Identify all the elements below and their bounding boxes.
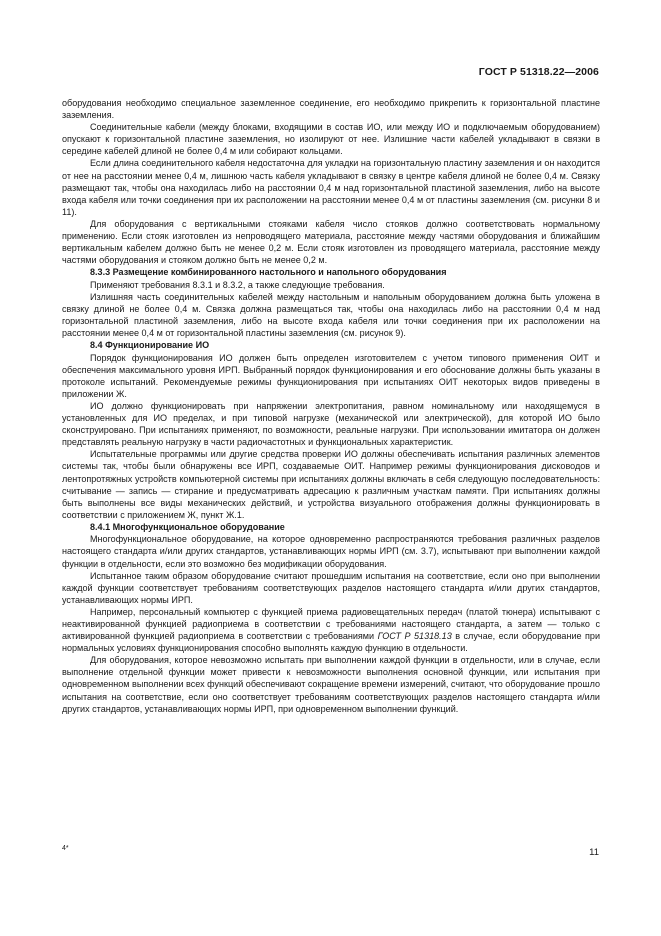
paragraph: ИО должно функционировать при напряжении электропитания, равном номинальному или находящемуся в установленных для ИО пределах, и при типовой нагрузке (механической или электрической), для которой ИО было сконструировано. При испытаниях применяют, по возможности, реальные нагрузки. При использовании имитатора он должен представлять реальную нагрузку в части радиочастотных и функциональных характеристик. bbox=[62, 400, 600, 448]
paragraph bbox=[62, 606, 600, 654]
section-heading-8-4-1: 8.4.1 Многофункциональное оборудование bbox=[90, 521, 285, 532]
paragraph: оборудования необходимо специальное заземленное соединение, его необходимо прикрепить к горизонтальной пластине заземления. bbox=[62, 98, 600, 121]
paragraph: Порядок функционирования ИО должен быть определен изготовителем с учетом типового применения ОИТ и обеспечения максимального уровня ИРП. Выбранный порядок функционирования и его обоснование должны быть указаны в протоколе испытаний. Рекомендуемые режимы функционирования при испытаниях ОИТ некоторых видов приведены в приложении Ж. bbox=[62, 352, 600, 399]
paragraph: Испытательные программы или другие средства проверки ИО должны обеспечивать испытания различных элементов системы так, чтобы были обнаружены все ИРП, создаваемые ОИТ. Например режимы функционирования дисководов и лентопротяжных устройств компьютерной системы при испытаниях должны включать в себя следующую последовательность: считывание — запись — стирание и предусматривать адресацию к различным участкам памяти. При испытаниях должны быть выполнены все виды механических действий, и устройства визуального отображения должны функционировать в соответствии с приложением Ж, пункт Ж.1. bbox=[62, 449, 600, 520]
paragraph: Соединительные кабели (между блоками, входящими в состав ИО, или между ИО и подключаемым оборудованием) опускают к горизонтальной пластине заземления, но изолируют от нее. Излишние части кабелей укладывают в связки в середине кабелей длиной не более 0,4 м или собирают кольцами. bbox=[62, 122, 600, 157]
paragraph: Испытанное таким образом оборудование считают прошедшим испытания на соответствие, если оно при выполнении каждой функции соответствует требованиям соответствующих разделов настоящего стандарта и/или других стандартов, устанавливающих нормы ИРП. bbox=[62, 570, 600, 605]
standard-reference: ГОСТ Р 51318.13 bbox=[377, 631, 452, 642]
paragraph-text: Например, персональный компьютер с функцией приема радиовещательных передач (платой тюнера) испытывают с неактивированной функцией радиоприема в соответствии с требованиями настоящего стандарта, а затем — только с активированной функцией радиоприема в соответствии с требованиями bbox=[62, 606, 600, 642]
section-heading-8-4: 8.4 Функционирование ИО bbox=[90, 340, 210, 351]
page-number: 11 bbox=[589, 847, 599, 858]
paragraph: Многофункциональное оборудование, на которое одновременно распространяются требования различных разделов настоящего стандарта и/или других стандартов, устанавливающих нормы ИРП (см. 3.7), испытывают при выполнении каждой функции в отдельности, если это возможно без модификации оборудования. bbox=[62, 534, 600, 569]
footer-mark: 4* bbox=[62, 845, 69, 852]
paragraph-text: в случае, если оборудование при нормальных условиях функционирования способно выполнять каждую функцию в отдельности. bbox=[62, 631, 601, 654]
paragraph: Излишняя часть соединительных кабелей между настольным и напольным оборудованием должна быть уложена в связку длиной не более 0,4 м. Связка должна размещаться так, чтобы она находилась либо на расстоянии 0,4 м над горизонтальной пластиной заземления, либо на высоте входа кабеля или точки соединения при их расположении на расстоянии менее 0,4 м от горизонтальной пластины заземления (см. рисунок 9). bbox=[62, 291, 600, 339]
paragraph: Если длина соединительного кабеля недостаточна для укладки на горизонтальную пластину заземления и он находится от нее на расстоянии менее 0,4 м, лишнюю часть кабеля укладывают в связку в центре кабеля длиной не более 0,4 м. Связку размещают так, чтобы она находилась либо на расстоянии 0,4 м над горизонтальной пластиной заземления, либо на высоте входа кабеля или точки соединения при их расположении на расстоянии менее 0,4 м от пластины заземления (см. рисунки 8 и 11). bbox=[62, 158, 600, 217]
document-body bbox=[62, 97, 600, 715]
paragraph: Для оборудования, которое невозможно испытать при выполнении каждой функции в отдельности, или в случае, если выполнение отдельной функции может привести к невозможности выполнения основной функции, или испытания при одновременном выполнении всех функций обеспечивают сокращение времени измерений, считают, что оборудование прошло испытания на соответствие, если оно соответствует требованиям соответствующих разделов настоящего стандарта и/или других стандартов, устанавливающих нормы ИРП, при одновременном выполнении функций. bbox=[62, 655, 600, 714]
standard-code-header: ГОСТ Р 51318.22—2006 bbox=[478, 66, 599, 78]
paragraph: Для оборудования с вертикальными стояками кабеля число стояков должно соответствовать нормальному применению. Если стояк изготовлен из непроводящего материала, расстояние между частями оборудования и ближайшим вертикальным кабелем должно быть не менее 0,2 м. Если стояк изготовлен из проводящего материала, расстояние между частями оборудования и стояком должно быть не менее 0,2 м. bbox=[62, 218, 600, 266]
section-heading-8-3-3: 8.3.3 Размещение комбинированного настольного и напольного оборудования bbox=[90, 267, 447, 278]
paragraph: Применяют требования 8.3.1 и 8.3.2, а также следующие требования. bbox=[90, 279, 385, 290]
